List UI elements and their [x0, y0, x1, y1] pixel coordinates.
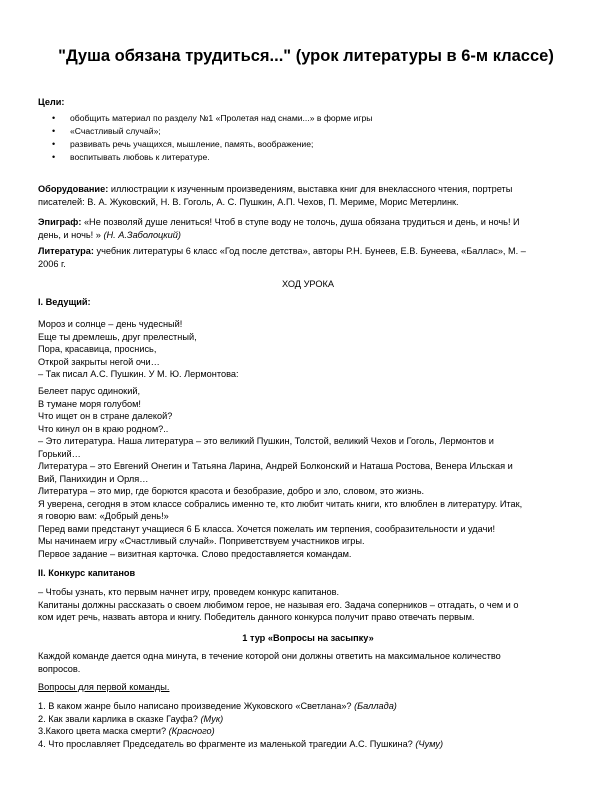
- poem-line: Еще ты дремлешь, друг прелестный,: [38, 331, 197, 342]
- text-line: Капитаны должны рассказать о своем любимом герое, не называя его. Задача соперников – отгадать, о чем и о: [38, 599, 519, 610]
- goal-item: • воспитывать любовь к литературе.: [52, 151, 372, 164]
- text-line: Белеет парус одинокий,: [38, 386, 141, 396]
- text-line: В тумане моря голубом!: [38, 398, 141, 409]
- poem-line: Открой закрыты негой очи…: [38, 356, 160, 367]
- section2-heading: II. Конкурс капитанов: [38, 568, 136, 578]
- poem-line: Мороз и солнце – день чудесный!: [38, 319, 183, 329]
- goal-item: • развивать речь учащихся, мышление, память, воображение;: [52, 138, 372, 151]
- text-line: вопросов.: [38, 663, 81, 674]
- text-line: Горький…: [38, 448, 81, 459]
- document-title: "Душа обязана трудиться..." (урок литературы в 6-м классе): [58, 47, 554, 65]
- question-item: 4. Что прославляет Председатель во фрагменте из маленькой трагедии А.С. Пушкина? (Чуму): [38, 738, 444, 749]
- text-line: ком идет речь, назвать автора и книгу. Победитель данного конкурса получит право отвечать первым.: [38, 612, 475, 622]
- goal-item: • «Счастливый случай»;: [52, 125, 372, 138]
- answer: (Мук): [200, 713, 224, 724]
- equipment-text-line2: писателей: В. А. Жуковский, Н. В. Гоголь, А. С. Пушкин, А.П. Чехов, П. Мериме, Морис Метерлинк.: [38, 196, 459, 207]
- text-line: – Это литература. Наша литература – это великий Пушкин, Толстой, великий Чехов и Гоголь, Лермонтов и: [38, 436, 494, 446]
- epigraph-paragraph: [38, 216, 578, 241]
- epigraph-text-line2: день, и ночь! »: [38, 229, 104, 240]
- text-line: Я уверена, сегодня в этом классе собрались именно те, кто любит читать книги, кто влюблен в литературу. Итак,: [38, 498, 523, 509]
- question-item: 3.Какого цвета маска смерти? (Красного): [38, 726, 215, 736]
- text-line: Каждой команде дается одна минута, в течение которой они должны ответить на максимальное количество: [38, 651, 501, 661]
- text-line: Мы начинаем игру «Счастливый случай». Поприветствуем участников игры.: [38, 536, 365, 546]
- poem-line: Пора, красавица, проснись,: [38, 344, 157, 354]
- poem-pushkin: [38, 318, 578, 381]
- answer: (Чуму): [415, 738, 444, 749]
- round1-intro: [38, 650, 578, 675]
- text-line: Перед вами предстанут учащиеся 6 Б класса. Хочется пожелать им терпения, сообразительности и удачи!: [38, 523, 496, 534]
- text-line: Что ищет он в стране далекой?: [38, 411, 173, 421]
- literature-text-line1: учебник литературы 6 класс «Год после детства», авторы Р.Н. Бунеев, Е.В. Бунеева, «Баллас», М. –: [93, 246, 526, 256]
- goals-heading: Цели:: [38, 97, 65, 107]
- epigraph-author: (Н. А.Заболоцкий): [103, 229, 181, 240]
- answer: (Баллада): [354, 701, 397, 711]
- question-item: 1. В каком жанре было написано произведение Жуковского «Светлана»? (Баллада): [38, 701, 397, 711]
- text-line: Первое задание – визитная карточка. Слово предоставляется командам.: [38, 548, 352, 559]
- lesson-heading: ХОД УРОКА: [282, 279, 334, 289]
- goals-label: Цели: [38, 97, 62, 107]
- text-line: Что кинул он в краю родном?..: [38, 423, 169, 434]
- poem-lermontov-and-text: [38, 385, 578, 560]
- text-line: я говорю вам: «Добрый день!»: [38, 511, 169, 521]
- literature-label: Литература:: [38, 246, 94, 256]
- questions-label: Вопросы для первой команды.: [38, 682, 170, 692]
- section1-heading: I. Ведущий:: [38, 297, 91, 307]
- equipment-label: Оборудование:: [38, 184, 109, 194]
- text-line: Литература – это Евгений Онегин и Татьяна Ларина, Андрей Болконский и Наташа Ростова, Венера Ильская и: [38, 461, 513, 471]
- goals-list: [52, 112, 372, 164]
- round1-heading: 1 тур «Вопросы на засыпку»: [242, 633, 374, 643]
- text-line: – Чтобы узнать, кто первым начнет игру, проведем конкурс капитанов.: [38, 587, 340, 597]
- text-line: Вий, Панихидин и Орля…: [38, 473, 149, 484]
- epigraph-label: Эпиграф:: [38, 217, 82, 227]
- literature-text-line2: 2006 г.: [38, 258, 66, 269]
- poem-line: – Так писал А.С. Пушкин. У М. Ю. Лермонтова:: [38, 369, 239, 379]
- questions-list: [38, 700, 578, 750]
- answer: (Красного): [168, 726, 215, 736]
- equipment-text-line1: иллюстрации к изученным произведениям, выставка книг для внеклассного чтения, портреты: [108, 184, 513, 194]
- literature-paragraph: [38, 245, 578, 270]
- equipment-paragraph: [38, 183, 578, 208]
- text-line: Литература – это мир, где борются красота и безобразие, добро и зло, словом, это жизнь.: [38, 486, 425, 496]
- epigraph-text-line1: «Не позволяй душе лениться! Чтоб в ступе воду не толочь, душа обязана трудиться и день, и ночь! И: [81, 217, 520, 227]
- goal-item: • обобщить материал по разделу №1 «Пролетая над снами...» в форме игры: [52, 112, 372, 125]
- section2-text: [38, 586, 578, 624]
- question-item: 2. Как звали карлика в сказке Гауфа? (Мук): [38, 713, 224, 724]
